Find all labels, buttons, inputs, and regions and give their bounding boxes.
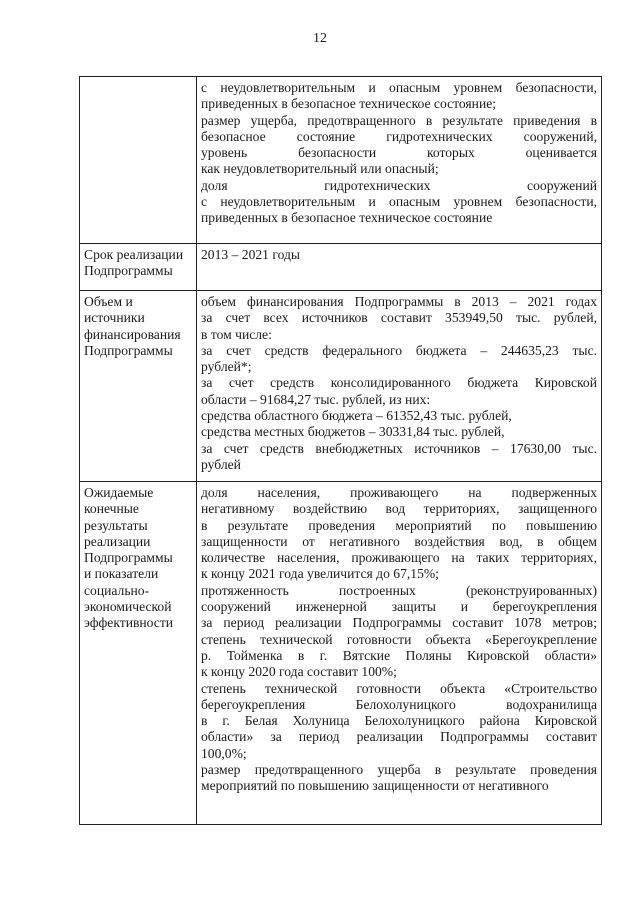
row-value-funding [197, 291, 602, 482]
row-value-line: области – 91684,27 тыс. рублей, из них: [201, 391, 431, 407]
row-label-funding [80, 291, 197, 482]
row-label-line: Срок реализации [84, 247, 184, 262]
row-value-term [197, 244, 602, 291]
row-value-line: уровень безопасности которых оценивается [201, 145, 597, 161]
row-value-line: количестве населения, проживающего на таких территориях, [201, 550, 597, 566]
row-value-results [197, 482, 602, 825]
row-label-line: результаты [84, 517, 148, 533]
row-value-line: 2013 – 2021 годы [201, 247, 301, 262]
row-value-line: приведенных в безопасное техническое состояние; [201, 96, 497, 112]
row-label-line: эффективности [84, 615, 174, 631]
table-row-funding [80, 291, 602, 482]
table-row-results [80, 482, 602, 825]
row-value-line: негативному воздействию вод территориях, защищенного [201, 501, 597, 517]
subprogram-passport-table [79, 76, 602, 825]
row-label-line: Подпрограммы [84, 342, 173, 358]
row-label-results [80, 482, 197, 825]
page-number: 12 [313, 31, 327, 46]
row-value-indicators [197, 77, 602, 244]
row-value-line: за счет всех источников составит 353949,50 тыс. рублей, [201, 310, 597, 326]
row-label-line: источники [84, 310, 145, 326]
row-value-line: 100,0%; [201, 745, 247, 761]
row-value-line: приведенных в безопасное техническое состояние [201, 210, 493, 226]
table-row-continuation [80, 77, 602, 244]
row-label-line: Ожидаемые [84, 485, 154, 500]
row-value-line: за счет средств федерального бюджета – 244635,23 тыс. [201, 342, 597, 358]
row-label-empty [80, 77, 197, 244]
row-label-line: реализации [84, 533, 151, 549]
row-value-line: области» за период реализации Подпрограммы составит [201, 729, 597, 745]
row-value-line: к концу 2021 года увеличится до 67,15%; [201, 566, 439, 582]
row-value-line: средства местных бюджетов – 30331,84 тыс. рублей, [201, 424, 505, 440]
row-value-line: степень технической готовности объекта «Берегоукрепление [201, 631, 597, 647]
row-value-line: размер предотвращенного ущерба в результате проведения [201, 762, 597, 778]
row-value-line: с неудовлетворительным и опасным уровнем безопасности, [201, 80, 597, 95]
row-value-line: безопасное состояние гидротехнических сооружений, [201, 128, 597, 144]
row-value-line: средства областного бюджета – 61352,43 тыс. рублей, [201, 408, 512, 424]
row-value-line: объем финансирования Подпрограммы в 2013 – 2021 годах [201, 294, 597, 309]
row-value-line: защищенности от негативного воздействия вод, в общем [201, 533, 597, 549]
row-value-line: в том числе: [201, 326, 272, 342]
row-value-line: рублей [201, 456, 241, 472]
row-value-line: протяженность построенных (реконструированных) [201, 582, 597, 598]
row-label-line: Подпрограммы [84, 263, 173, 279]
row-label-line: и показатели [84, 566, 159, 582]
row-value-line: степень технической готовности объекта «Строительство [201, 680, 597, 696]
row-value-line: за период реализации Подпрограммы составит 1078 метров; [201, 615, 597, 631]
row-label-line: финансирования [84, 326, 181, 342]
row-value-line: за счет средств консолидированного бюджета Кировской [201, 375, 597, 391]
row-label-term [80, 244, 197, 291]
row-value-line: рублей*; [201, 359, 252, 375]
row-value-line: в г. Белая Холуница Белохолуницкого района Кировской [201, 713, 597, 729]
row-value-line: доля населения, проживающего на подверженных [201, 485, 597, 500]
row-value-line: р. Тойменка в г. Вятские Поляны Кировской области» [201, 647, 597, 663]
row-value-line: размер ущерба, предотвращенного в результате приведения в [201, 112, 597, 128]
row-value-line: в результате проведения мероприятий по повышению [201, 517, 597, 533]
row-value-line: берегоукрепления Белохолуницкого водохранилища [201, 696, 597, 712]
row-value-line: сооружений инженерной защиты и берегоукрепления [201, 599, 597, 615]
table-row-term [80, 244, 602, 291]
row-value-line: как неудовлетворительный или опасный; [201, 161, 439, 177]
row-label-line: конечные [84, 501, 139, 517]
row-value-line: за счет средств внебюджетных источников – 17630,00 тыс. [201, 440, 597, 456]
row-label-line: Объем и [84, 294, 133, 309]
row-value-line: доля гидротехнических сооружений [201, 177, 597, 193]
row-value-line: мероприятий по повышению защищенности от негативного [201, 778, 549, 794]
row-label-line: экономической [84, 599, 172, 615]
row-value-line: с неудовлетворительным и опасным уровнем безопасности, [201, 194, 597, 210]
row-label-line: Подпрограммы [84, 550, 173, 566]
row-label-line: социально- [84, 582, 150, 598]
row-value-line: к концу 2020 года составит 100%; [201, 664, 397, 680]
